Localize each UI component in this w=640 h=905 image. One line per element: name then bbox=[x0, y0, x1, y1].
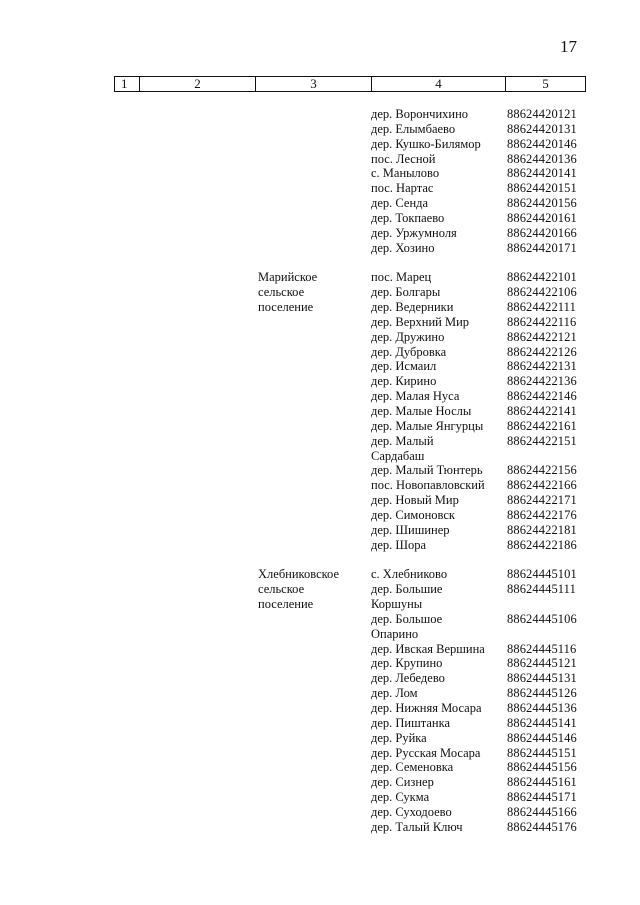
table-row bbox=[0, 775, 640, 790]
table-row bbox=[0, 107, 640, 122]
settlement-name-cell: дер. Хозино bbox=[371, 240, 435, 255]
oktmo-code-cell: 88624422111 bbox=[507, 300, 576, 315]
table-row bbox=[0, 523, 640, 538]
settlement-name-cell: пос. Новопавловский bbox=[371, 478, 485, 493]
municipality-cell: Марийское bbox=[258, 270, 318, 285]
table-row bbox=[0, 760, 640, 775]
table-row bbox=[0, 508, 640, 523]
table-row bbox=[0, 285, 640, 300]
settlement-name-cell: дер. Большое bbox=[371, 611, 443, 626]
table-row bbox=[0, 270, 640, 285]
settlement-name-cell: дер. Сукма bbox=[371, 790, 430, 805]
table-row bbox=[0, 582, 640, 597]
oktmo-code-cell: 88624422131 bbox=[507, 359, 577, 374]
settlement-name-cell: дер. Русская Мосара bbox=[371, 745, 481, 760]
oktmo-code-cell: 88624445151 bbox=[507, 745, 577, 760]
settlement-name-cell: дер. Ивская Вершина bbox=[371, 641, 485, 656]
table-row bbox=[0, 612, 640, 627]
oktmo-code-cell: 88624445136 bbox=[507, 701, 577, 715]
oktmo-code-cell: 88624422126 bbox=[507, 344, 577, 359]
header-col-4: 4 bbox=[372, 77, 506, 92]
settlement-name-cell: дер. Исмаил bbox=[371, 359, 437, 374]
table-row bbox=[0, 820, 640, 835]
oktmo-code-cell: 88624420156 bbox=[507, 196, 577, 211]
header-col-3: 3 bbox=[256, 77, 372, 92]
oktmo-code-cell: 88624445101 bbox=[507, 567, 577, 582]
page-number: 17 bbox=[560, 37, 577, 56]
table-row bbox=[0, 627, 640, 642]
table-row bbox=[0, 597, 640, 612]
table-row bbox=[0, 746, 640, 761]
oktmo-code-cell: 88624420136 bbox=[507, 151, 577, 166]
settlement-name-cell: дер. Суходоево bbox=[371, 804, 452, 819]
table-row bbox=[0, 805, 640, 820]
table-row bbox=[0, 671, 640, 686]
oktmo-code-cell: 88624445121 bbox=[507, 656, 577, 671]
oktmo-code-cell: 88624445176 bbox=[507, 819, 577, 834]
oktmo-code-cell: 88624445106 bbox=[507, 611, 577, 626]
oktmo-code-cell: 88624420166 bbox=[507, 225, 577, 240]
table-row bbox=[0, 122, 640, 137]
municipality-cell: поселение bbox=[258, 300, 314, 315]
oktmo-code-cell: 88624445156 bbox=[507, 760, 577, 775]
settlement-name-cell: Коршуны bbox=[371, 597, 423, 612]
settlement-name-cell: дер. Симоновск bbox=[371, 507, 455, 522]
settlement-name-cell: дер. Крупино bbox=[371, 656, 443, 671]
oktmo-code-cell: 88624420146 bbox=[507, 136, 577, 151]
oktmo-code-cell: 88624422141 bbox=[507, 404, 577, 418]
table-row bbox=[0, 389, 640, 404]
table-row bbox=[0, 731, 640, 746]
oktmo-code-cell: 88624420121 bbox=[507, 107, 577, 121]
table-row bbox=[0, 345, 640, 360]
settlement-name-cell: дер. Малая Нуса bbox=[371, 389, 460, 404]
oktmo-code-cell: 88624420171 bbox=[507, 240, 577, 255]
settlement-name-cell: дер. Сенда bbox=[371, 196, 429, 211]
settlement-name-cell: дер. Большие bbox=[371, 582, 443, 597]
settlement-name-cell: дер. Елымбаево bbox=[371, 121, 456, 136]
oktmo-code-cell: 88624445171 bbox=[507, 790, 577, 805]
table-row bbox=[0, 241, 640, 256]
settlement-name-cell: дер. Шора bbox=[371, 537, 427, 552]
table-row bbox=[0, 567, 640, 582]
settlement-name-cell: дер. Верхний Мир bbox=[371, 314, 470, 329]
settlement-name-cell: дер. Токпаево bbox=[371, 210, 445, 225]
oktmo-code-cell: 88624422171 bbox=[507, 493, 577, 508]
table-row bbox=[0, 226, 640, 241]
table-row bbox=[0, 152, 640, 167]
oktmo-code-cell: 88624422146 bbox=[507, 389, 577, 404]
settlement-name-cell: дер. Дубровка bbox=[371, 344, 447, 359]
oktmo-code-cell: 88624420131 bbox=[507, 121, 577, 136]
settlement-name-cell: пос. Лесной bbox=[371, 151, 436, 166]
oktmo-code-cell: 88624422116 bbox=[507, 314, 577, 329]
table-row bbox=[0, 374, 640, 389]
settlement-name-cell: дер. Новый Мир bbox=[371, 493, 459, 508]
oktmo-code-cell: 88624445141 bbox=[507, 715, 577, 730]
header-col-2: 2 bbox=[140, 77, 256, 92]
settlement-name-cell: дер. Ворончихино bbox=[371, 107, 469, 121]
oktmo-code-cell: 88624420161 bbox=[507, 210, 577, 225]
table-row bbox=[0, 463, 640, 478]
oktmo-code-cell: 88624422166 bbox=[507, 478, 577, 493]
oktmo-code-cell: 88624422176 bbox=[507, 507, 577, 522]
oktmo-code-cell: 88624445131 bbox=[507, 671, 577, 686]
table-row bbox=[0, 419, 640, 434]
settlement-name-cell: дер. Болгары bbox=[371, 285, 441, 300]
table-row bbox=[0, 300, 640, 315]
settlement-name-cell: дер. Семеновка bbox=[371, 760, 454, 775]
settlement-name-cell: дер. Малый bbox=[371, 433, 434, 448]
oktmo-code-cell: 88624445146 bbox=[507, 730, 577, 745]
settlement-name-cell: дер. Уржумноля bbox=[371, 225, 457, 240]
table-row bbox=[0, 493, 640, 508]
table-row bbox=[0, 538, 640, 553]
municipality-cell: сельское bbox=[258, 582, 305, 597]
header-col-5: 5 bbox=[506, 77, 586, 92]
table-row bbox=[0, 181, 640, 196]
oktmo-code-cell: 88624445111 bbox=[507, 582, 576, 597]
municipality-cell: поселение bbox=[258, 597, 314, 612]
oktmo-code-cell: 88624422121 bbox=[507, 329, 577, 344]
oktmo-code-cell: 88624422151 bbox=[507, 433, 577, 448]
table-row bbox=[0, 166, 640, 181]
settlement-name-cell: дер. Сизнер bbox=[371, 775, 434, 790]
settlement-name-cell: дер. Руйка bbox=[371, 730, 427, 745]
header-row bbox=[115, 77, 586, 92]
table-row bbox=[0, 686, 640, 701]
settlement-name-cell: дер. Ведерники bbox=[371, 300, 454, 315]
column-number-header bbox=[114, 76, 586, 92]
oktmo-code-cell: 88624422156 bbox=[507, 463, 577, 478]
table-row bbox=[0, 359, 640, 374]
municipality-cell: сельское bbox=[258, 285, 305, 300]
municipality-cell: Хлебниковское bbox=[258, 567, 340, 582]
table-row bbox=[0, 478, 640, 493]
settlement-name-cell: дер. Нижняя Мосара bbox=[371, 701, 482, 715]
settlement-name-cell: дер. Пиштанка bbox=[371, 715, 451, 730]
table-row bbox=[0, 656, 640, 671]
table-row bbox=[0, 330, 640, 345]
settlement-name-cell: пос. Нартас bbox=[371, 181, 434, 196]
settlement-name-cell: Сардабаш bbox=[371, 448, 425, 463]
table-row bbox=[0, 404, 640, 419]
table-row bbox=[0, 716, 640, 731]
header-col-1: 1 bbox=[115, 77, 140, 92]
oktmo-code-cell: 88624422161 bbox=[507, 418, 577, 433]
settlement-name-cell: с. Хлебниково bbox=[371, 567, 448, 582]
table-row bbox=[0, 211, 640, 226]
settlement-name-cell: Опарино bbox=[371, 626, 419, 641]
settlement-name-cell: дер. Кирино bbox=[371, 374, 437, 389]
table-row bbox=[0, 790, 640, 805]
table-row bbox=[0, 434, 640, 449]
settlement-name-cell: дер. Талый Ключ bbox=[371, 819, 463, 834]
table-row bbox=[0, 642, 640, 657]
oktmo-code-cell: 88624445126 bbox=[507, 686, 577, 701]
oktmo-code-cell: 88624422136 bbox=[507, 374, 577, 389]
oktmo-code-cell: 88624422101 bbox=[507, 270, 577, 285]
oktmo-code-cell: 88624422106 bbox=[507, 285, 577, 300]
settlement-name-cell: с. Манылово bbox=[371, 166, 440, 181]
oktmo-code-cell: 88624420141 bbox=[507, 166, 577, 181]
table-row bbox=[0, 449, 640, 464]
oktmo-code-cell: 88624445166 bbox=[507, 804, 577, 819]
settlement-name-cell: дер. Кушко-Билямор bbox=[371, 136, 481, 151]
settlement-name-cell: дер. Шишинер bbox=[371, 522, 450, 537]
table-row bbox=[0, 701, 640, 716]
settlement-name-cell: дер. Дружино bbox=[371, 329, 445, 344]
table-row bbox=[0, 137, 640, 152]
settlement-name-cell: пос. Марец bbox=[371, 270, 432, 285]
settlement-name-cell: дер. Малый Тюнтерь bbox=[371, 463, 483, 478]
table-row bbox=[0, 196, 640, 211]
oktmo-code-cell: 88624445161 bbox=[507, 775, 577, 790]
settlement-name-cell: дер. Малые Янгурцы bbox=[371, 418, 484, 433]
oktmo-code-cell: 88624422186 bbox=[507, 537, 577, 552]
oktmo-code-cell: 88624420151 bbox=[507, 181, 577, 196]
settlement-name-cell: дер. Малые Нослы bbox=[371, 404, 472, 418]
table-row bbox=[0, 315, 640, 330]
oktmo-code-cell: 88624422181 bbox=[507, 522, 577, 537]
oktmo-code-cell: 88624445116 bbox=[507, 641, 577, 656]
settlement-name-cell: дер. Лом bbox=[371, 686, 418, 701]
settlement-name-cell: дер. Лебедево bbox=[371, 671, 445, 686]
